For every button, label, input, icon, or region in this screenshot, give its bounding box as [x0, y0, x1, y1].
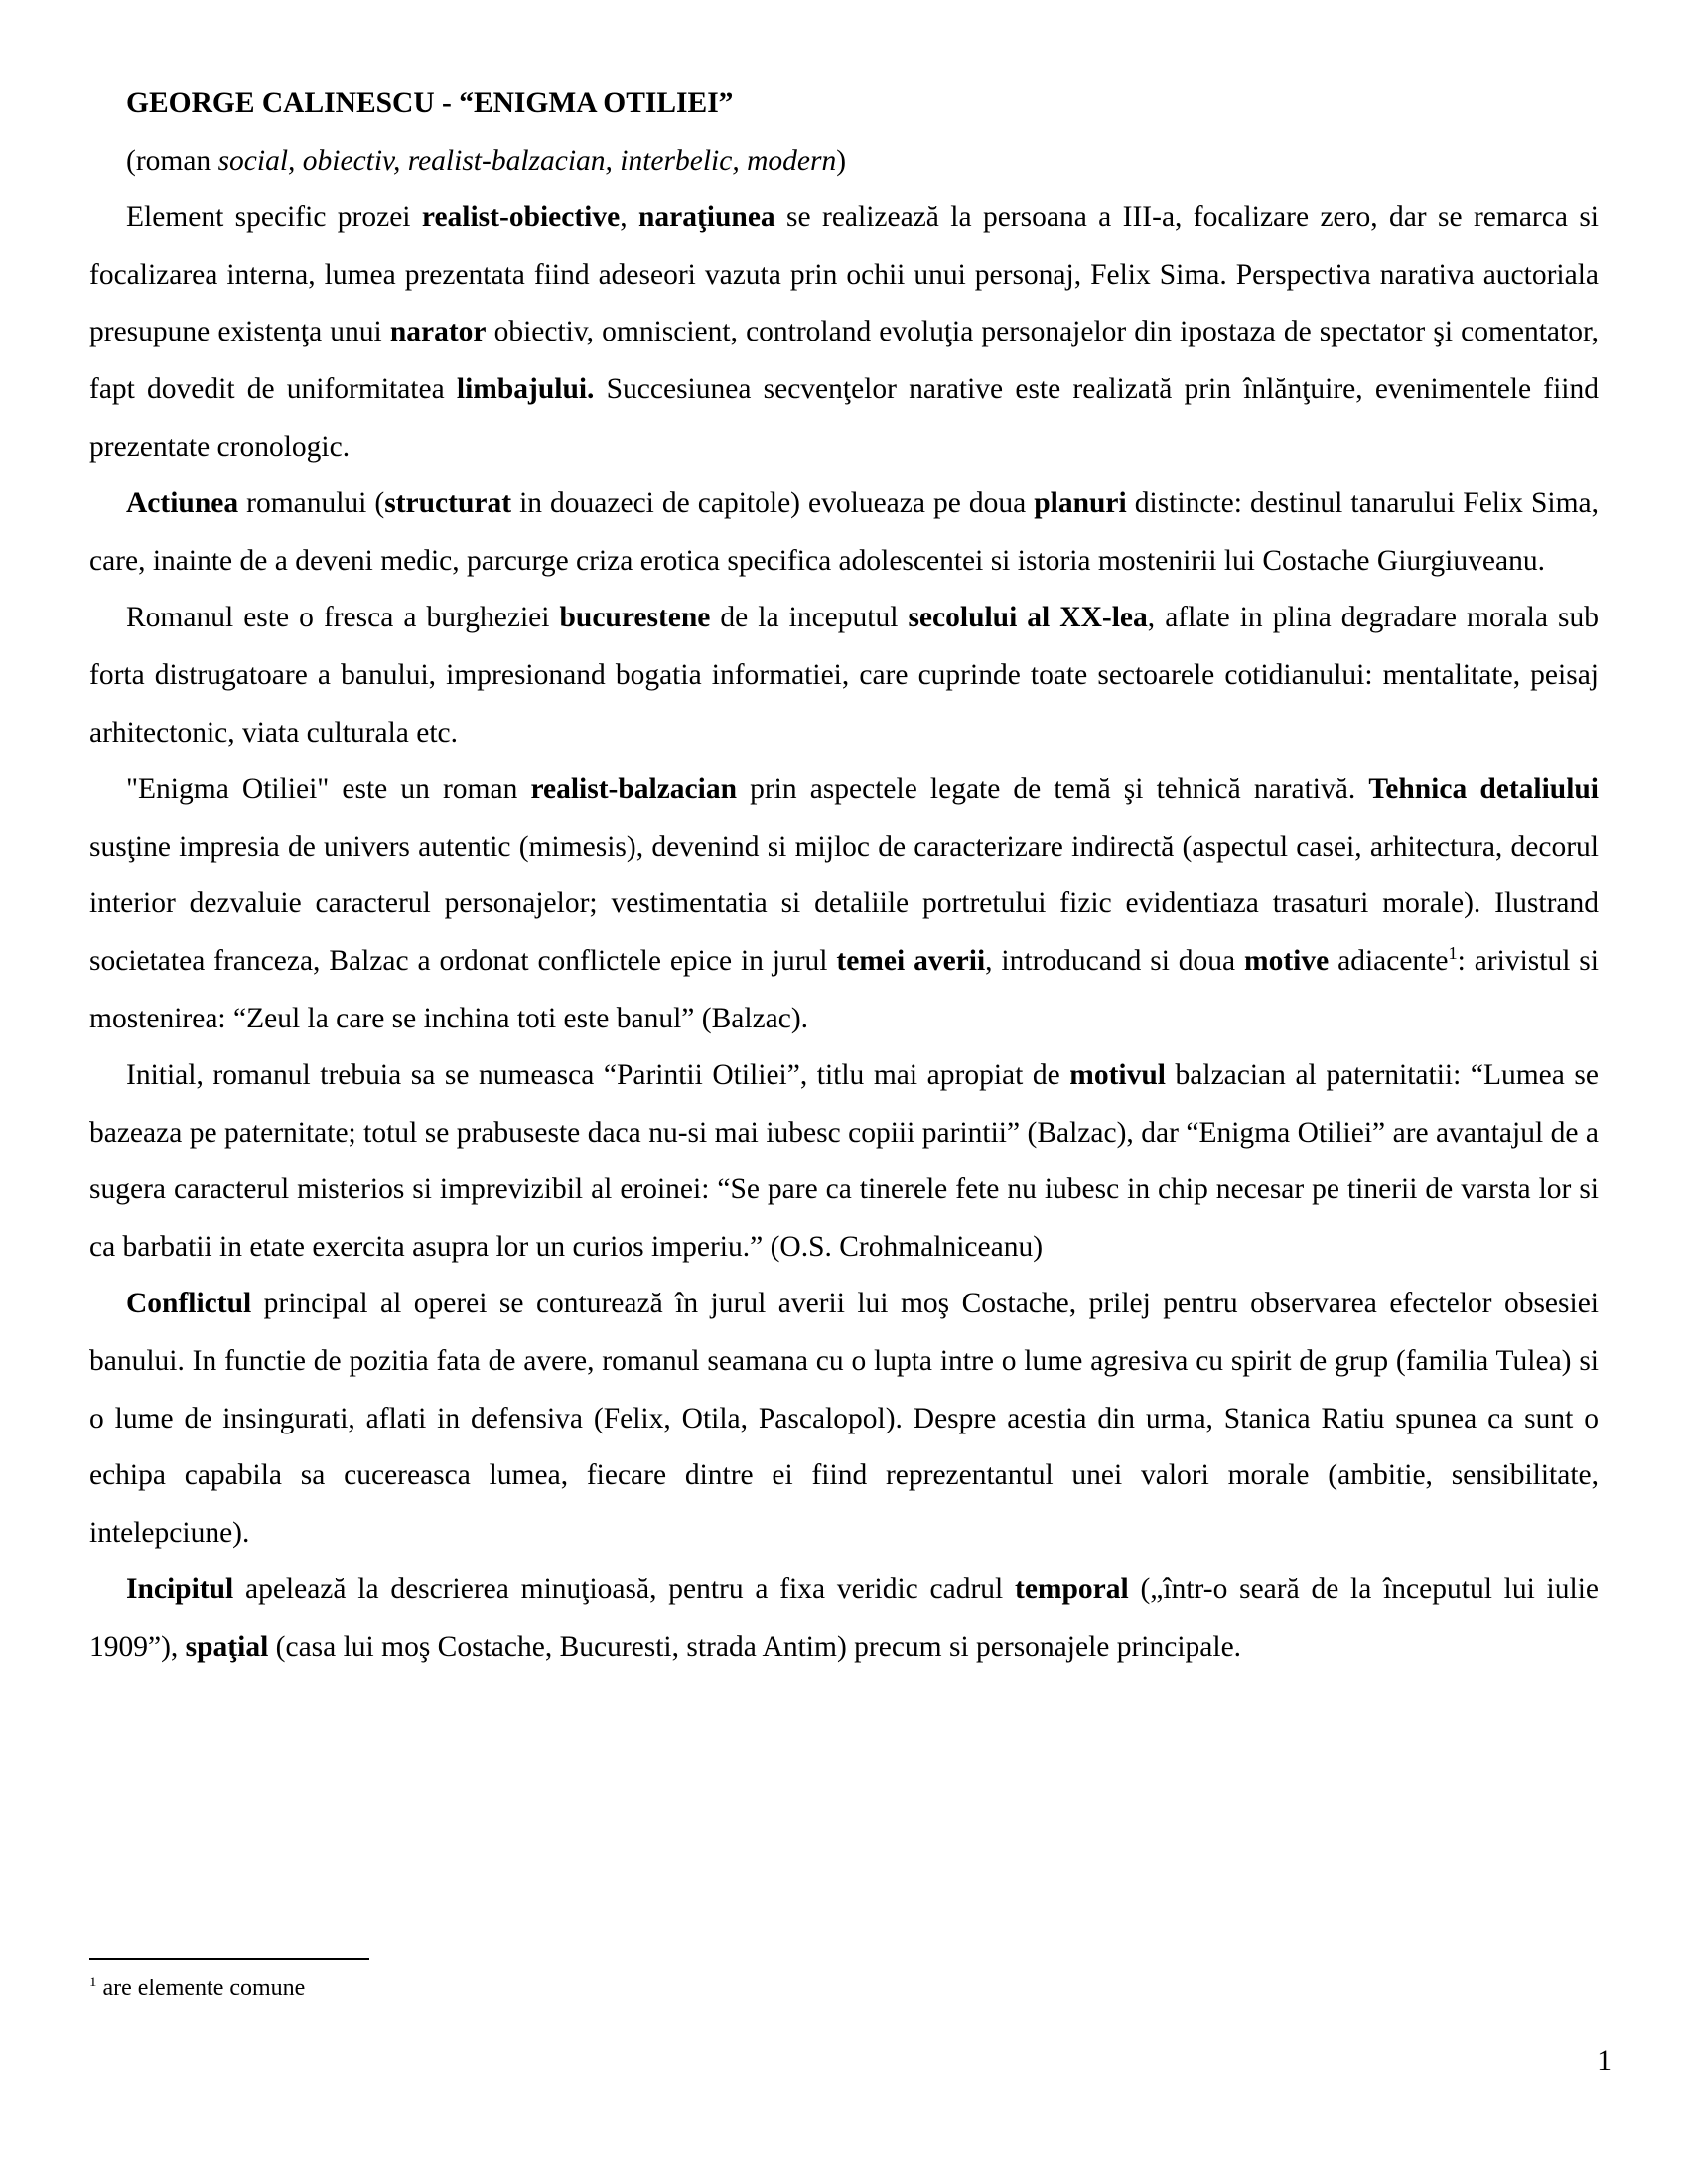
text-run: , introducand si doua	[985, 944, 1245, 977]
footnote	[89, 1972, 305, 2005]
text-run: prin aspectele legate de temă şi tehnică narativă.	[737, 773, 1369, 806]
text-run: Conflictul	[126, 1288, 252, 1320]
text-run: de la inceputul	[710, 602, 909, 634]
text-run: bucurestene	[559, 602, 711, 634]
text-run: limbajului.	[456, 372, 595, 405]
text-run: Initial, romanul trebuia sa se numeasca “Parintii Otiliei”, titlu mai apropiat de	[126, 1059, 1070, 1092]
text-run: obiectiv, omniscient, controland evoluţia personajelor din ipostaza de spectator şi comentator, fapt dovedit de uniformitatea	[89, 316, 1599, 405]
text-run: structurat	[384, 487, 512, 520]
text-run: Element specific prozei	[126, 202, 422, 234]
footnote-separator	[89, 1958, 369, 1960]
text-run: balzacian al paternitatii: “Lumea se bazeaza pe paternitate; totul se prabuseste daca nu-si mai iubesc copiii parintii” (Balzac), dar “Enigma Otiliei” are avantajul de a sugera caracterul misterios si imprevizibil al eroinei: “Se pare ca tinerele fete nu iubesc in chip necesar pe tinerii de varsta lor si ca barbatii in etate exercita asupra lor un curios imperiu.” (O.S. Crohmalniceanu)	[89, 1059, 1599, 1263]
footnote-marker: 1	[89, 1975, 97, 1990]
text-run: susţine impresia de univers autentic (mimesis), devenind si mijloc de caracterizare indirectă (aspectul casei, arhitectura, decorul interior dezvaluie caracterul personajelor; vestimentatia si detaliile portretului fizic evidentiaza trasaturi morale). Ilustrand societatea franceza, Balzac a ordonat conflictele epice in jurul	[89, 830, 1599, 977]
text-run: , aflate in plina degradare morala sub forta distrugatoare a banului, impresionand bogatia informatiei, care cuprinde toate sectoarele cotidianului: mentalitate, peisaj arhitectonic, viata culturala etc.	[89, 602, 1599, 749]
paragraph-fresca	[89, 590, 1599, 761]
text-run: planuri	[1034, 487, 1127, 520]
document-content	[89, 75, 1599, 1677]
text-run: secolului al XX-lea	[908, 602, 1148, 634]
text-run: : arivistul si mostenirea: “Zeul la care se inchina toti este banul” (Balzac).	[89, 944, 1599, 1034]
text-run: temporal	[1015, 1573, 1129, 1606]
text-run: Romanul este o fresca a burgheziei	[126, 602, 560, 634]
paragraph-incipitul	[89, 1562, 1599, 1676]
text-run: romanului (	[238, 487, 385, 520]
text-run: Tehnica detaliului	[1368, 773, 1599, 806]
document-subtitle	[89, 133, 1599, 191]
paragraph-conflictul	[89, 1276, 1599, 1562]
text-run: adiacente	[1329, 944, 1449, 977]
text-run: („într-o seară de la începutul lui iulie 1909”),	[89, 1573, 1599, 1664]
text-run: principal al operei se conturează în jurul averii lui moş Costache, prilej pentru observarea efectelor obsesiei banului. In functie de pozitia fata de avere, romanul seamana cu o lupta intre o lume agresiva cu spirit de grup (familia Tulea) si o lume de insingurati, aflati in defensiva (Felix, Otila, Pascalopol). Despre acestia din urma, Stanica Ratiu spunea ca sunt o echipa capabila sa cucereasca lumea, fiecare dintre ei fiind reprezentantul unei valori morale (ambitie, sensibilitate, intelepciune).	[89, 1288, 1599, 1549]
page-number: 1	[1597, 2045, 1612, 2077]
text-run: social, obiectiv, realist-balzacian, interbelic, modern	[217, 144, 837, 177]
text-run: spaţial	[185, 1631, 269, 1664]
paragraph-tehnica-detaliului	[89, 761, 1599, 1047]
text-run: Succesiunea secvenţelor narative este realizată prin înlănţuire, evenimentele fiind prezentate cronologic.	[89, 372, 1599, 463]
text-run: (roman	[126, 144, 218, 177]
text-run: Incipitul	[126, 1573, 234, 1606]
text-run: in douazeci de capitole) evolueaza pe doua	[511, 487, 1035, 520]
text-run: se realizează la persoana a III-a, focalizare zero, dar se remarca si focalizarea interna, lumea prezentata fiind adeseori vazuta prin ochii unui personaj, Felix Sima. Perspectiva narativa auctoriala presupune existenţa unui	[89, 202, 1600, 348]
text-run: Actiunea	[126, 487, 239, 520]
text-run: temei averii	[836, 944, 986, 977]
text-run: (casa lui moş Costache, Bucuresti, strada Antim) precum si personajele principale.	[268, 1631, 1242, 1664]
text-run: naraţiunea	[637, 202, 775, 234]
text-run: 1	[1448, 943, 1458, 964]
text-run: narator	[389, 316, 487, 348]
text-run: "Enigma Otiliei" este un roman	[126, 773, 531, 806]
text-run: )	[836, 144, 847, 177]
paragraph-actiunea	[89, 476, 1599, 590]
paragraph-titlu-initial	[89, 1047, 1599, 1276]
document-body	[89, 133, 1599, 1677]
text-run: apelează la descrierea minuţioasă, pentru a fixa veridic cadrul	[233, 1573, 1015, 1606]
paragraph-naratiune	[89, 190, 1599, 476]
document-title: GEORGE CALINESCU - “ENIGMA OTILIEI”	[126, 87, 734, 119]
text-run: ,	[620, 202, 638, 234]
text-run: motive	[1244, 944, 1330, 977]
text-run: motivul	[1069, 1059, 1166, 1092]
footnote-text: are elemente comune	[96, 1976, 306, 2001]
text-run: realist-obiective	[421, 202, 621, 234]
text-run: distincte: destinul tanarului Felix Sima, care, inainte de a deveni medic, parcurge criza erotica specifica adolescentei si istoria mostenirii lui Costache Giurgiuveanu.	[89, 487, 1599, 577]
text-run: realist-balzacian	[530, 773, 738, 806]
